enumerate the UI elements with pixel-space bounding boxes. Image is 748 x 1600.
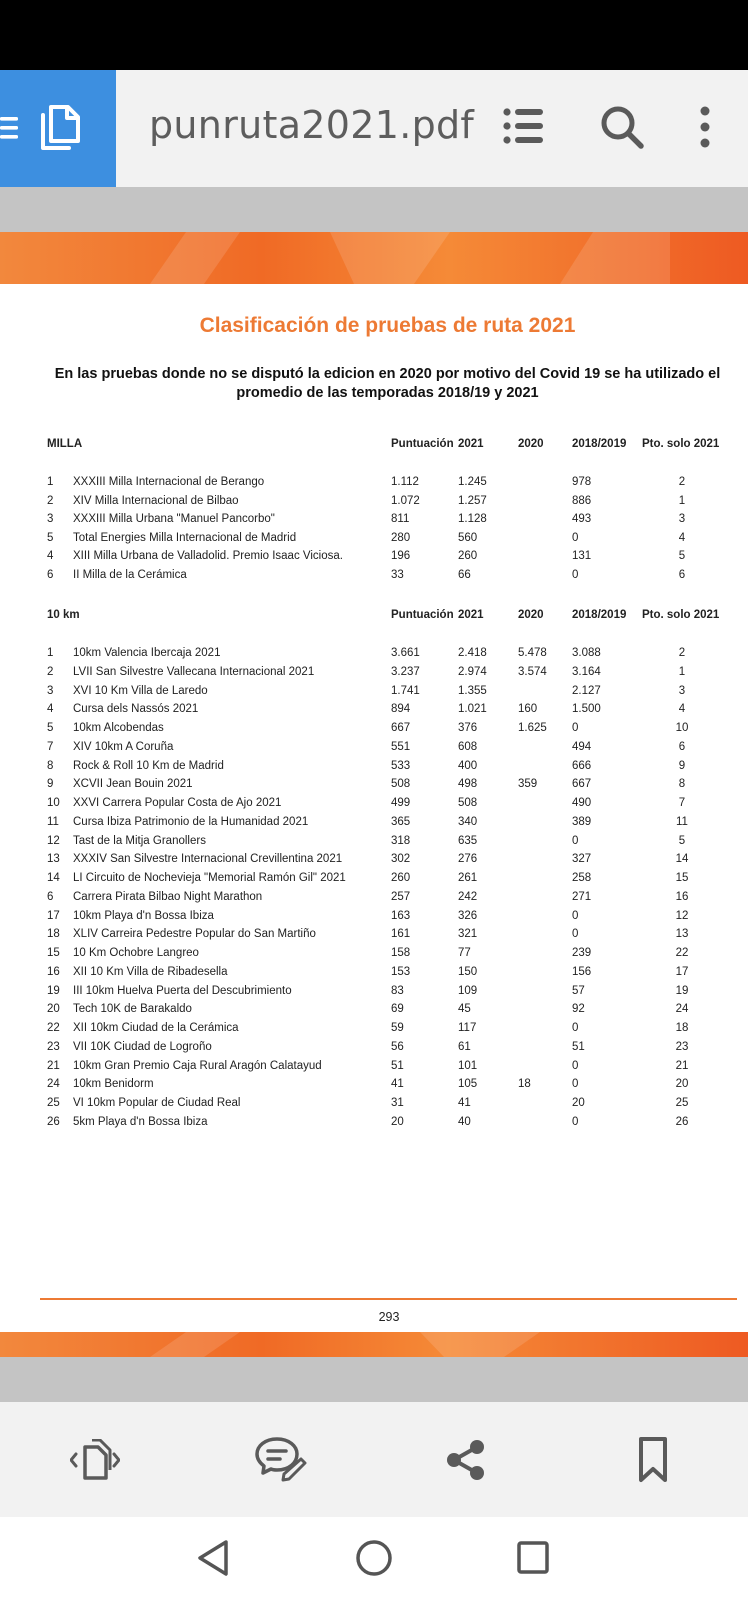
y1819-cell: 258 <box>572 872 592 884</box>
y2021-cell: 2.418 <box>458 647 487 659</box>
column-header: Puntuación <box>391 438 454 450</box>
table-row <box>0 495 748 513</box>
table-row <box>0 853 748 871</box>
rank-cell: 25 <box>47 1097 60 1109</box>
rank-cell: 5 <box>47 531 54 544</box>
y2020-cell: 1.625 <box>518 722 547 734</box>
document-subtitle <box>40 365 735 403</box>
table-row <box>0 476 748 494</box>
table-row <box>0 928 748 946</box>
rank-cell: 3 <box>47 513 54 526</box>
rank-cell: 13 <box>47 853 60 866</box>
table-row <box>0 835 748 853</box>
race-name-cell: XII 10 Km Villa de Ribadesella <box>73 965 228 978</box>
rank-cell: 9 <box>47 778 54 791</box>
home-icon[interactable] <box>355 1539 393 1577</box>
pts-cell: 153 <box>391 965 411 978</box>
solo-cell: 25 <box>675 1097 689 1109</box>
solo-cell: 11 <box>676 815 688 828</box>
table-row <box>0 1078 748 1096</box>
solo-cell: 4 <box>678 531 686 544</box>
y2021-cell: 400 <box>458 759 478 772</box>
race-name-cell: XXXIII Milla Urbana "Manuel Pancorbo" <box>73 513 275 526</box>
rank-cell: 16 <box>47 965 60 978</box>
race-name-cell: XIII Milla Urbana de Valladolid. Premio Isaac Viciosa. <box>73 550 343 563</box>
table-row <box>0 816 748 834</box>
subtitle-line-2: promedio de las temporadas 2018/19 y 2021 <box>236 385 539 401</box>
table-row <box>0 513 748 531</box>
y2021-cell: 41 <box>458 1097 471 1109</box>
y2021-cell: 508 <box>458 797 478 809</box>
rank-cell: 3 <box>47 684 54 697</box>
pts-cell: 508 <box>391 778 411 791</box>
solo-cell: 21 <box>675 1059 689 1072</box>
rank-cell: 1 <box>47 476 54 488</box>
y2021-cell: 150 <box>458 965 478 978</box>
race-name-cell: XII 10km Ciudad de la Cerámica <box>73 1022 239 1034</box>
y2021-cell: 608 <box>458 740 478 753</box>
y1819-cell: 0 <box>572 909 579 922</box>
table-row <box>0 569 748 587</box>
solo-cell: 10 <box>675 722 689 734</box>
race-name-cell: Cursa Ibiza Patrimonio de la Humanidad 2021 <box>73 815 309 828</box>
y2021-cell: 1.257 <box>458 494 487 507</box>
column-header: Pto. solo 2021 <box>642 438 720 450</box>
y1819-cell: 2.127 <box>572 684 601 697</box>
pts-cell: 1.741 <box>391 684 420 697</box>
document-title: Clasificación de pruebas de ruta 2021 <box>199 314 576 337</box>
rank-cell: 24 <box>47 1078 60 1091</box>
share-icon[interactable] <box>446 1439 486 1481</box>
document-filename: punruta2021.pdf <box>149 103 475 147</box>
pts-cell: 33 <box>391 569 404 581</box>
rank-cell: 19 <box>47 984 60 997</box>
table-row <box>0 532 748 550</box>
solo-cell: 17 <box>675 965 689 978</box>
section-heading: 10 km <box>47 609 80 621</box>
y2021-cell: 40 <box>458 1115 471 1128</box>
y1819-cell: 1.500 <box>572 703 601 716</box>
race-name-cell: XXVI Carrera Popular Costa de Ajo 2021 <box>73 797 282 809</box>
solo-cell: 20 <box>675 1078 689 1091</box>
table-row <box>0 666 748 684</box>
document-tile[interactable] <box>0 70 116 187</box>
rank-cell: 22 <box>47 1022 60 1034</box>
pts-cell: 533 <box>391 759 411 772</box>
race-name-cell: Tech 10K de Barakaldo <box>73 1003 192 1016</box>
solo-cell: 18 <box>675 1022 689 1034</box>
race-name-cell: 10km Alcobendas <box>73 722 164 734</box>
y2021-cell: 77 <box>458 947 471 959</box>
y2021-cell: 261 <box>458 872 478 884</box>
y2020-cell: 5.478 <box>518 647 547 659</box>
y1819-cell: 0 <box>572 569 579 581</box>
table-row <box>0 1116 748 1134</box>
y2021-cell: 1.245 <box>458 476 487 488</box>
rank-cell: 15 <box>47 947 60 959</box>
rank-cell: 7 <box>47 740 54 753</box>
table-row <box>0 966 748 984</box>
y1819-cell: 156 <box>572 965 592 978</box>
solo-cell: 6 <box>678 569 686 581</box>
rank-cell: 21 <box>47 1059 60 1072</box>
document-icon <box>38 103 82 151</box>
pts-cell: 158 <box>391 947 411 959</box>
pdf-page[interactable] <box>0 232 748 1357</box>
rank-cell: 2 <box>47 665 54 678</box>
race-name-cell: LI Circuito de Nochevieja "Memorial Ramón Gil" 2021 <box>73 872 346 884</box>
pts-cell: 1.112 <box>391 476 419 488</box>
table-row <box>0 1003 748 1021</box>
pts-cell: 56 <box>391 1040 404 1053</box>
y2021-cell: 340 <box>458 815 478 828</box>
table-row <box>0 947 748 965</box>
y1819-cell: 327 <box>572 853 592 866</box>
table-header <box>0 609 748 627</box>
bottom-toolbar <box>0 1402 748 1517</box>
y2020-cell: 160 <box>518 703 538 716</box>
y1819-cell: 0 <box>572 531 579 544</box>
solo-cell: 3 <box>678 513 686 526</box>
pts-cell: 811 <box>391 513 410 526</box>
rank-cell: 6 <box>47 890 54 903</box>
y1819-cell: 490 <box>572 797 592 809</box>
y2020-cell: 359 <box>518 778 538 791</box>
table-row <box>0 985 748 1003</box>
pts-cell: 3.237 <box>391 665 420 678</box>
rank-cell: 4 <box>47 550 54 563</box>
solo-cell: 16 <box>675 890 689 903</box>
table-row <box>0 550 748 568</box>
back-icon[interactable] <box>196 1539 230 1577</box>
table-row <box>0 1022 748 1040</box>
y1819-cell: 57 <box>572 984 585 997</box>
status-bar <box>0 0 748 70</box>
y2021-cell: 560 <box>458 531 478 544</box>
solo-cell: 19 <box>675 984 689 997</box>
y1819-cell: 131 <box>572 550 592 563</box>
solo-cell: 5 <box>678 834 686 847</box>
y2021-cell: 101 <box>458 1059 478 1072</box>
table-row <box>0 872 748 890</box>
pts-cell: 551 <box>391 740 411 753</box>
race-name-cell: II Milla de la Cerámica <box>73 569 187 581</box>
y2021-cell: 117 <box>458 1022 477 1034</box>
table-row <box>0 722 748 740</box>
race-name-cell: 5km Playa d'n Bossa Ibiza <box>73 1115 208 1128</box>
solo-cell: 15 <box>675 872 689 884</box>
pts-cell: 161 <box>391 928 411 941</box>
race-name-cell: XXXIII Milla Internacional de Berango <box>73 476 265 488</box>
rank-cell: 2 <box>47 494 54 507</box>
y2021-cell: 61 <box>458 1040 471 1053</box>
y1819-cell: 92 <box>572 1003 585 1016</box>
page-number: 293 <box>378 1310 400 1324</box>
race-name-cell: 10 Km Ochobre Langreo <box>73 947 199 959</box>
rank-cell: 1 <box>47 647 54 659</box>
y1819-cell: 271 <box>572 890 592 903</box>
solo-cell: 4 <box>678 703 686 716</box>
y2020-cell: 3.574 <box>518 665 547 678</box>
race-name-cell: 10km Playa d'n Bossa Ibiza <box>73 909 214 922</box>
race-name-cell: VI 10km Popular de Ciudad Real <box>73 1097 241 1109</box>
annotate-comment-icon[interactable] <box>255 1435 307 1483</box>
solo-cell: 14 <box>675 853 689 866</box>
pts-cell: 31 <box>391 1097 404 1109</box>
race-name-cell: Tast de la Mitja Granollers <box>73 834 206 847</box>
pts-cell: 280 <box>391 531 411 544</box>
race-name-cell: XLIV Carreira Pedestre Popular do San Martiño <box>73 928 316 941</box>
y1819-cell: 886 <box>572 494 592 507</box>
y2021-cell: 321 <box>458 928 478 941</box>
page-navigation-icon[interactable] <box>70 1439 120 1481</box>
header-decoration <box>0 232 748 284</box>
y2021-cell: 260 <box>458 550 478 563</box>
menu-icon[interactable] <box>0 115 20 141</box>
bookmark-icon[interactable] <box>638 1437 668 1483</box>
y2021-cell: 1.355 <box>458 684 487 697</box>
rank-cell: 26 <box>47 1115 60 1128</box>
footer-decoration <box>0 1332 748 1357</box>
rank-cell: 8 <box>47 759 54 772</box>
y1819-cell: 0 <box>572 722 579 734</box>
column-header: 2021 <box>458 609 484 621</box>
column-header: 2020 <box>518 609 544 621</box>
rank-cell: 17 <box>47 909 60 922</box>
column-header: Puntuación <box>391 609 454 621</box>
solo-cell: 6 <box>678 740 686 753</box>
y1819-cell: 0 <box>572 1078 579 1091</box>
solo-cell: 9 <box>678 759 686 772</box>
pts-cell: 667 <box>391 722 411 734</box>
table-row <box>0 703 748 721</box>
column-header: 2021 <box>458 438 484 450</box>
pts-cell: 302 <box>391 853 411 866</box>
table-row <box>0 1060 748 1078</box>
rank-cell: 5 <box>47 722 54 734</box>
y2021-cell: 1.021 <box>458 703 487 716</box>
table-row <box>0 741 748 759</box>
pts-cell: 318 <box>391 834 411 847</box>
table-row <box>0 778 748 796</box>
list-icon[interactable] <box>503 107 545 147</box>
race-name-cell: Rock & Roll 10 Km de Madrid <box>73 759 224 772</box>
y2021-cell: 498 <box>458 778 478 791</box>
rank-cell: 20 <box>47 1003 60 1016</box>
table-row <box>0 1041 748 1059</box>
rank-cell: 11 <box>47 815 59 828</box>
y1819-cell: 493 <box>572 513 592 526</box>
y2021-cell: 242 <box>458 890 478 903</box>
y1819-cell: 20 <box>572 1097 585 1109</box>
y1819-cell: 51 <box>572 1040 585 1053</box>
solo-cell: 12 <box>675 909 689 922</box>
rank-cell: 10 <box>47 797 60 809</box>
y2020-cell: 18 <box>518 1078 531 1091</box>
column-header: 2018/2019 <box>572 438 627 450</box>
more-vert-icon[interactable] <box>697 106 713 148</box>
solo-cell: 2 <box>678 476 686 488</box>
y2021-cell: 45 <box>458 1003 471 1016</box>
footer-divider <box>40 1298 737 1300</box>
pts-cell: 20 <box>391 1115 404 1128</box>
recents-icon[interactable] <box>516 1540 550 1576</box>
pts-cell: 69 <box>391 1003 404 1016</box>
pts-cell: 365 <box>391 815 411 828</box>
y1819-cell: 0 <box>572 1059 579 1072</box>
race-name-cell: 10km Benidorm <box>73 1078 154 1091</box>
section-heading: MILLA <box>47 438 83 450</box>
race-name-cell: VII 10K Ciudad de Logroño <box>73 1040 212 1053</box>
y2021-cell: 376 <box>458 722 478 734</box>
pts-cell: 83 <box>391 984 404 997</box>
race-name-cell: XXXIV San Silvestre Internacional Crevillentina 2021 <box>73 853 343 866</box>
race-name-cell: III 10km Huelva Puerta del Descubrimiento <box>73 984 292 997</box>
y1819-cell: 0 <box>572 1115 579 1128</box>
solo-cell: 3 <box>678 684 686 697</box>
solo-cell: 5 <box>678 550 686 563</box>
table-row <box>0 685 748 703</box>
column-header: 2020 <box>518 438 544 450</box>
table-row <box>0 910 748 928</box>
y2021-cell: 105 <box>458 1078 478 1091</box>
y2021-cell: 66 <box>458 569 471 581</box>
solo-cell: 24 <box>675 1003 689 1016</box>
table-header <box>0 438 748 456</box>
y2021-cell: 2.974 <box>458 665 487 678</box>
search-icon[interactable] <box>599 104 645 150</box>
race-name-cell: XIV 10km A Coruña <box>73 740 174 753</box>
column-header: Pto. solo 2021 <box>642 609 720 621</box>
rank-cell: 4 <box>47 703 54 716</box>
y1819-cell: 978 <box>572 476 592 488</box>
pts-cell: 894 <box>391 703 411 716</box>
race-name-cell: XVI 10 Km Villa de Laredo <box>73 684 208 697</box>
pts-cell: 41 <box>391 1078 404 1091</box>
table-row <box>0 760 748 778</box>
rank-cell: 23 <box>47 1040 60 1053</box>
solo-cell: 7 <box>678 797 686 809</box>
race-name-cell: XCVII Jean Bouin 2021 <box>73 778 193 791</box>
y1819-cell: 494 <box>572 740 592 753</box>
y2021-cell: 1.128 <box>458 513 487 526</box>
subtitle-line-1: En las pruebas donde no se disputó la edicion en 2020 por motivo del Covid 19 se ha utilizado el <box>54 366 721 382</box>
race-name-cell: Total Energies Milla Internacional de Madrid <box>73 531 297 544</box>
y1819-cell: 666 <box>572 759 592 772</box>
race-name-cell: XIV Milla Internacional de Bilbao <box>73 494 239 507</box>
y1819-cell: 667 <box>572 778 592 791</box>
rank-cell: 6 <box>47 569 54 581</box>
y1819-cell: 3.164 <box>572 665 601 678</box>
table-row <box>0 797 748 815</box>
pts-cell: 196 <box>391 550 411 563</box>
race-name-cell: 10km Gran Premio Caja Rural Aragón Calatayud <box>73 1059 322 1072</box>
rank-cell: 14 <box>47 872 60 884</box>
y2021-cell: 326 <box>458 909 478 922</box>
table-row <box>0 1097 748 1115</box>
race-name-cell: LVII San Silvestre Vallecana Internacional 2021 <box>73 665 315 678</box>
rank-cell: 12 <box>47 834 60 847</box>
pts-cell: 499 <box>391 797 411 809</box>
pts-cell: 51 <box>391 1059 404 1072</box>
solo-cell: 2 <box>678 647 686 659</box>
column-header: 2018/2019 <box>572 609 627 621</box>
y2021-cell: 276 <box>458 853 478 866</box>
pts-cell: 1.072 <box>391 494 420 507</box>
solo-cell: 1 <box>678 665 686 678</box>
solo-cell: 13 <box>675 928 689 941</box>
pts-cell: 260 <box>391 872 411 884</box>
race-name-cell: Cursa dels Nassós 2021 <box>73 703 199 716</box>
pts-cell: 59 <box>391 1022 404 1034</box>
solo-cell: 8 <box>678 778 686 791</box>
solo-cell: 1 <box>678 494 686 507</box>
app-bar <box>0 70 748 187</box>
solo-cell: 23 <box>675 1040 689 1053</box>
y1819-cell: 0 <box>572 928 579 941</box>
race-name-cell: Carrera Pirata Bilbao Night Marathon <box>73 890 263 903</box>
rank-cell: 18 <box>47 928 60 941</box>
solo-cell: 26 <box>675 1115 689 1128</box>
y1819-cell: 239 <box>572 947 592 959</box>
race-name-cell: 10km Valencia Ibercaja 2021 <box>73 647 221 659</box>
y1819-cell: 3.088 <box>572 647 601 659</box>
table-row <box>0 647 748 665</box>
table-row <box>0 891 748 909</box>
y1819-cell: 0 <box>572 1022 579 1034</box>
y1819-cell: 0 <box>572 834 579 847</box>
pts-cell: 3.661 <box>391 647 420 659</box>
pts-cell: 257 <box>391 890 411 903</box>
y2021-cell: 109 <box>458 984 478 997</box>
y1819-cell: 389 <box>572 815 592 828</box>
y2021-cell: 635 <box>458 834 478 847</box>
system-navigation-bar <box>0 1517 748 1600</box>
solo-cell: 22 <box>675 947 689 959</box>
pts-cell: 163 <box>391 909 411 922</box>
